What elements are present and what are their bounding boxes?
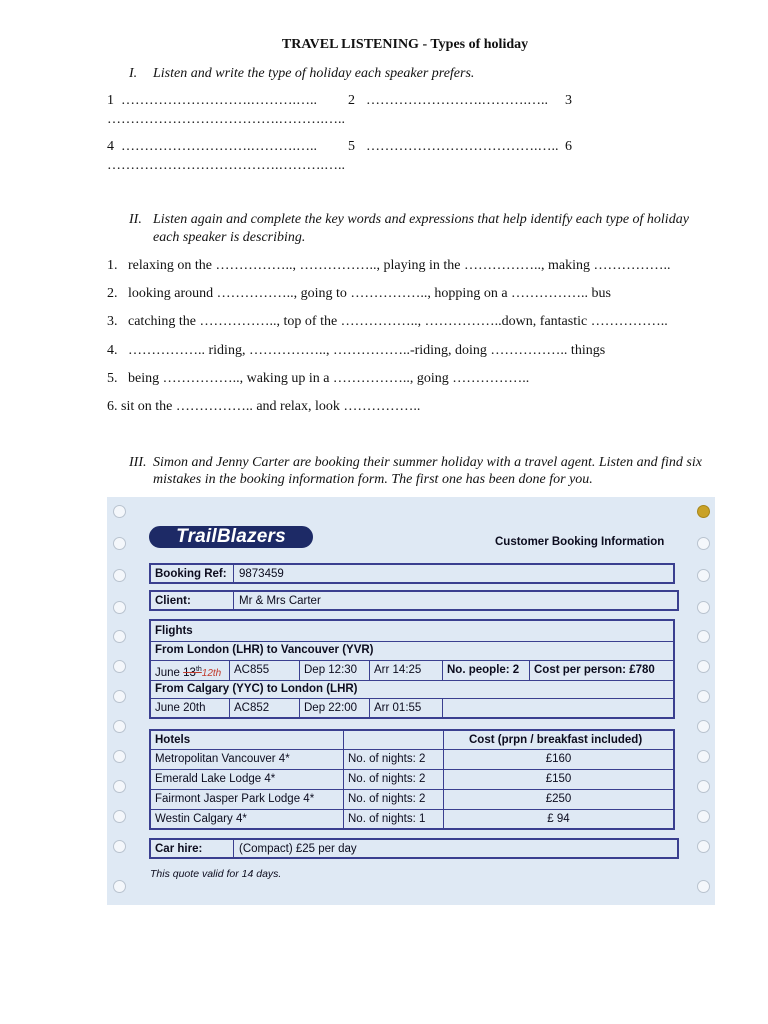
outbound-date-wrong xyxy=(183,667,202,679)
answer-4-number: 4 xyxy=(107,139,114,154)
outbound-route: From London (LHR) to Vancouver (YVR) xyxy=(155,644,374,656)
answer-5-number: 5 xyxy=(348,139,355,154)
list-item-number: 5. xyxy=(107,371,118,386)
binder-hole xyxy=(697,810,710,823)
binder-hole xyxy=(113,505,126,518)
answer-6-number: 6 xyxy=(565,139,572,154)
binder-hole xyxy=(113,601,126,614)
return-flight: AC852 xyxy=(234,702,270,714)
hotel-name: Westin Calgary 4* xyxy=(155,813,247,825)
return-date: June 20th xyxy=(155,702,206,714)
binder-hole xyxy=(113,750,126,763)
outbound-date-wrong-suffix: th xyxy=(195,666,202,673)
answer-1-number: 1 xyxy=(107,93,114,108)
binder-hole xyxy=(113,780,126,793)
divider xyxy=(151,749,673,750)
outbound-people: No. people: 2 xyxy=(447,664,520,676)
hotel-nights: No. of nights: 2 xyxy=(348,773,426,785)
section-2-text-line1: Listen again and complete the key words and expressions that help identify each type of holiday xyxy=(153,212,689,227)
divider xyxy=(151,769,673,770)
list-item-number: 3. xyxy=(107,314,118,329)
trailblazers-logo xyxy=(149,526,313,548)
divider xyxy=(151,809,673,810)
binder-hole xyxy=(697,660,710,673)
list-item-text: …………….. riding, …………….., ……………..-riding, doing …………….. things xyxy=(128,343,606,358)
list-item xyxy=(107,258,670,274)
flights-table xyxy=(149,619,675,719)
binder-hole xyxy=(113,880,126,893)
list-item-number: 4. xyxy=(107,343,118,358)
hotel-name: Fairmont Jasper Park Lodge 4* xyxy=(155,793,315,805)
section-1-text: Listen and write the type of holiday each speaker prefers. xyxy=(153,66,475,81)
booking-ref-value: 9873459 xyxy=(239,568,284,580)
binder-hole xyxy=(697,780,710,793)
section-1-numeral: I. xyxy=(129,66,138,81)
hotel-cost: £250 xyxy=(545,793,572,805)
binder-hole xyxy=(697,720,710,733)
hotel-nights: No. of nights: 2 xyxy=(348,753,426,765)
section-3-numeral: III. xyxy=(129,455,147,470)
section-3-text-line1: Simon and Jenny Carter are booking their summer holiday with a travel agent. Listen and find six xyxy=(153,455,702,470)
list-item-text: being …………….., waking up in a …………….., going …………….. xyxy=(128,371,530,386)
hotels-label: Hotels xyxy=(155,734,191,746)
answer-2-blank[interactable]: …………………….……….….. xyxy=(366,93,548,108)
outbound-flight: AC855 xyxy=(234,664,270,676)
list-item-text: relaxing on the …………….., …………….., playing in the …………….., making …………….. xyxy=(128,258,671,273)
logo-text: TrailBlazers xyxy=(176,526,286,547)
binder-hole xyxy=(697,630,710,643)
hotel-nights: No. of nights: 1 xyxy=(348,813,426,825)
outbound-date-wrong-day: 13 xyxy=(183,666,196,679)
binder-hole xyxy=(697,601,710,614)
outbound-cost: Cost per person: £780 xyxy=(534,664,655,676)
binder-hole xyxy=(697,840,710,853)
car-hire-value: (Compact) £25 per day xyxy=(239,843,357,855)
booking-ref-label: Booking Ref: xyxy=(155,568,227,580)
list-item-number: 1. xyxy=(107,258,118,273)
quote-validity-note: This quote valid for 14 days. xyxy=(150,868,282,880)
return-dep: Dep 22:00 xyxy=(304,702,358,714)
binder-hole xyxy=(113,660,126,673)
answer-6-blank[interactable]: ……………………………….……….….. xyxy=(107,158,345,173)
hotel-cost: £150 xyxy=(545,773,572,785)
section-2-text-line2: each speaker is describing. xyxy=(153,230,306,245)
answer-3-blank[interactable]: ……………………………….……….….. xyxy=(107,112,345,127)
outbound-date-month: June xyxy=(155,666,180,679)
car-hire-row xyxy=(149,838,679,859)
form-heading: Customer Booking Information xyxy=(495,536,665,548)
client-value: Mr & Mrs Carter xyxy=(239,595,321,607)
outbound-dep: Dep 12:30 xyxy=(304,664,358,676)
list-item xyxy=(107,399,420,415)
booking-form-image xyxy=(107,497,715,905)
divider xyxy=(442,698,443,717)
return-arr: Arr 01:55 xyxy=(374,702,422,714)
list-item xyxy=(107,343,605,359)
section-3-text-line2: mistakes in the booking information form. The first one has been done for you. xyxy=(153,472,593,487)
hotel-cost: £160 xyxy=(545,753,572,765)
outbound-date xyxy=(151,662,221,682)
section-2-numeral: II. xyxy=(129,212,142,227)
booking-ref-row xyxy=(149,563,675,584)
list-item-number: 6. xyxy=(107,399,118,414)
outbound-date-correction: 12th xyxy=(201,667,222,679)
binder-hole xyxy=(113,690,126,703)
car-hire-label: Car hire: xyxy=(155,843,203,855)
divider xyxy=(233,840,234,857)
divider xyxy=(233,565,234,582)
divider xyxy=(233,592,234,609)
binder-hole xyxy=(697,750,710,763)
list-item xyxy=(107,371,529,387)
outbound-arr: Arr 14:25 xyxy=(374,664,422,676)
hotels-cost-label: Cost (prpn / breakfast included) xyxy=(469,734,643,746)
binder-hole xyxy=(697,537,710,550)
section-3-instruction xyxy=(129,454,702,472)
hotel-cost: £ 94 xyxy=(547,813,570,825)
binder-hole xyxy=(697,690,710,703)
binder-hole xyxy=(113,720,126,733)
list-item-text: catching the …………….., top of the …………….., ……………..down, fantastic …………….. xyxy=(128,314,668,329)
binder-hole xyxy=(113,840,126,853)
hotels-table xyxy=(149,729,675,830)
flights-label: Flights xyxy=(155,625,193,637)
list-item-text: sit on the …………….. and relax, look …………….. xyxy=(121,399,421,414)
binder-hole xyxy=(113,537,126,550)
answer-1-blank[interactable]: ……………………….……….….. xyxy=(121,93,317,108)
binder-hole xyxy=(113,630,126,643)
hotel-nights: No. of nights: 2 xyxy=(348,793,426,805)
binder-hole xyxy=(113,810,126,823)
answer-5-blank[interactable]: ……………………………….….. xyxy=(366,139,559,154)
binder-hole xyxy=(113,569,126,582)
answer-3-number: 3 xyxy=(565,93,572,108)
list-item-number: 2. xyxy=(107,286,118,301)
answer-2-number: 2 xyxy=(348,93,355,108)
divider xyxy=(151,789,673,790)
section-2-instruction xyxy=(129,211,689,229)
list-item xyxy=(107,286,611,302)
binder-hole xyxy=(697,505,710,518)
list-item xyxy=(107,314,668,330)
section-1-instruction xyxy=(129,65,474,83)
client-label: Client: xyxy=(155,595,191,607)
binder-hole xyxy=(697,880,710,893)
hotel-name: Metropolitan Vancouver 4* xyxy=(155,753,290,765)
page-title: TRAVEL LISTENING - Types of holiday xyxy=(281,37,529,52)
client-row xyxy=(149,590,679,611)
list-item-text: looking around …………….., going to …………….., hopping on a …………….. bus xyxy=(128,286,611,301)
return-route: From Calgary (YYC) to London (LHR) xyxy=(155,683,358,695)
binder-hole xyxy=(697,569,710,582)
hotel-name: Emerald Lake Lodge 4* xyxy=(155,773,276,785)
answer-4-blank[interactable]: ……………………….……….….. xyxy=(121,139,317,154)
